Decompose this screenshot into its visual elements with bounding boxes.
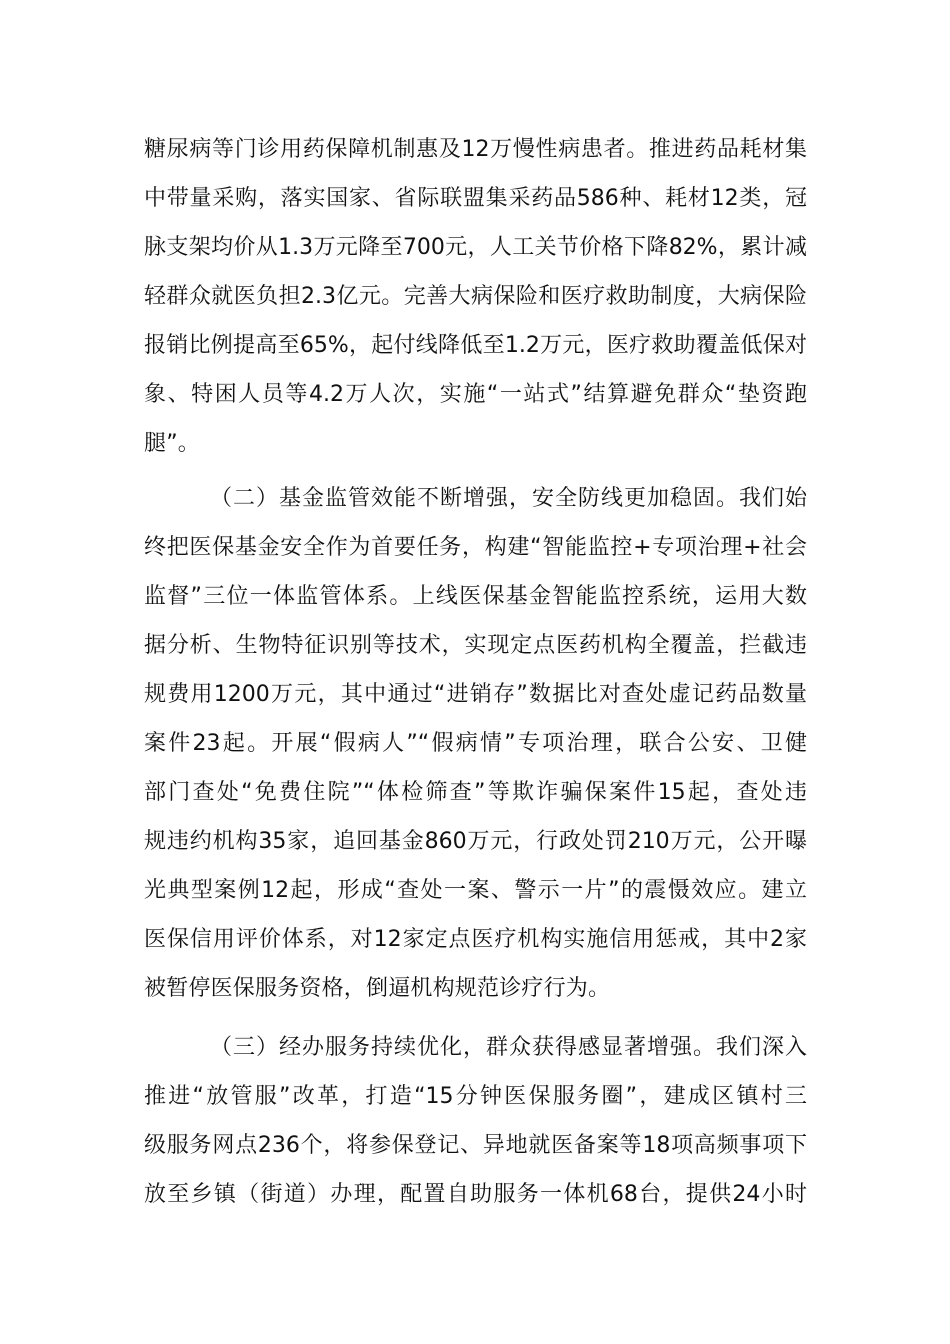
paragraph-1-line: 象、特困人员等4.2万人次，实施“一站式”结算避免群众“垫资跑: [144, 382, 807, 407]
paragraph-2-line: 医保信用评价体系，对12家定点医疗机构实施信用惩戒，其中2家: [144, 927, 807, 952]
paragraph-2-line: 规费用1200万元，其中通过“进销存”数据比对查处虚记药品数量: [144, 682, 807, 707]
paragraph-1-line: 轻群众就医负担2.3亿元。完善大病保险和医疗救助制度，大病保险: [144, 284, 807, 309]
paragraph-3-line: 级服务网点236个，将参保登记、异地就医备案等18项高频事项下: [144, 1133, 807, 1158]
paragraph-2-line: 监督”三位一体监管体系。上线医保基金智能监控系统，运用大数: [144, 584, 807, 609]
paragraph-2-line: 光典型案例12起，形成“查处一案、警示一片”的震慑效应。建立: [144, 878, 807, 903]
paragraph-1-line: 中带量采购，落实国家、省际联盟集采药品586种、耗材12类，冠: [144, 186, 807, 211]
paragraph-1-line: 报销比例提高至65%，起付线降低至1.2万元，医疗救助覆盖低保对: [144, 333, 807, 358]
paragraph-1-line: 腿”。: [144, 431, 200, 456]
paragraph-3-line: 放至乡镇（街道）办理，配置自助服务一体机68台，提供24小时: [144, 1182, 807, 1207]
paragraph-2-heading-line: （二）基金监管效能不断增强，安全防线更加稳固。我们始: [210, 486, 807, 511]
paragraph-2-line: 案件23起。开展“假病人”“假病情”专项治理，联合公安、卫健: [144, 731, 807, 756]
paragraph-3-heading-line: （三）经办服务持续优化，群众获得感显著增强。我们深入: [210, 1035, 807, 1060]
paragraph-1-line: 糖尿病等门诊用药保障机制惠及12万慢性病患者。推进药品耗材集: [144, 137, 807, 162]
paragraph-2-line: 规违约机构35家，追回基金860万元，行政处罚210万元，公开曝: [144, 829, 807, 854]
paragraph-1-line: 脉支架均价从1.3万元降至700元，人工关节价格下降82%，累计减: [144, 235, 807, 260]
paragraph-2-line: 据分析、生物特征识别等技术，实现定点医药机构全覆盖，拦截违: [144, 633, 807, 658]
paragraph-2-line: 部门查处“免费住院”“体检筛查”等欺诈骗保案件15起，查处违: [144, 780, 807, 805]
paragraph-2-line: 终把医保基金安全作为首要任务，构建“智能监控+专项治理+社会: [144, 535, 807, 560]
paragraph-2-line: 被暂停医保服务资格，倒逼机构规范诊疗行为。: [144, 976, 611, 1001]
paragraph-3-line: 推进“放管服”改革，打造“15分钟医保服务圈”，建成区镇村三: [144, 1084, 807, 1109]
